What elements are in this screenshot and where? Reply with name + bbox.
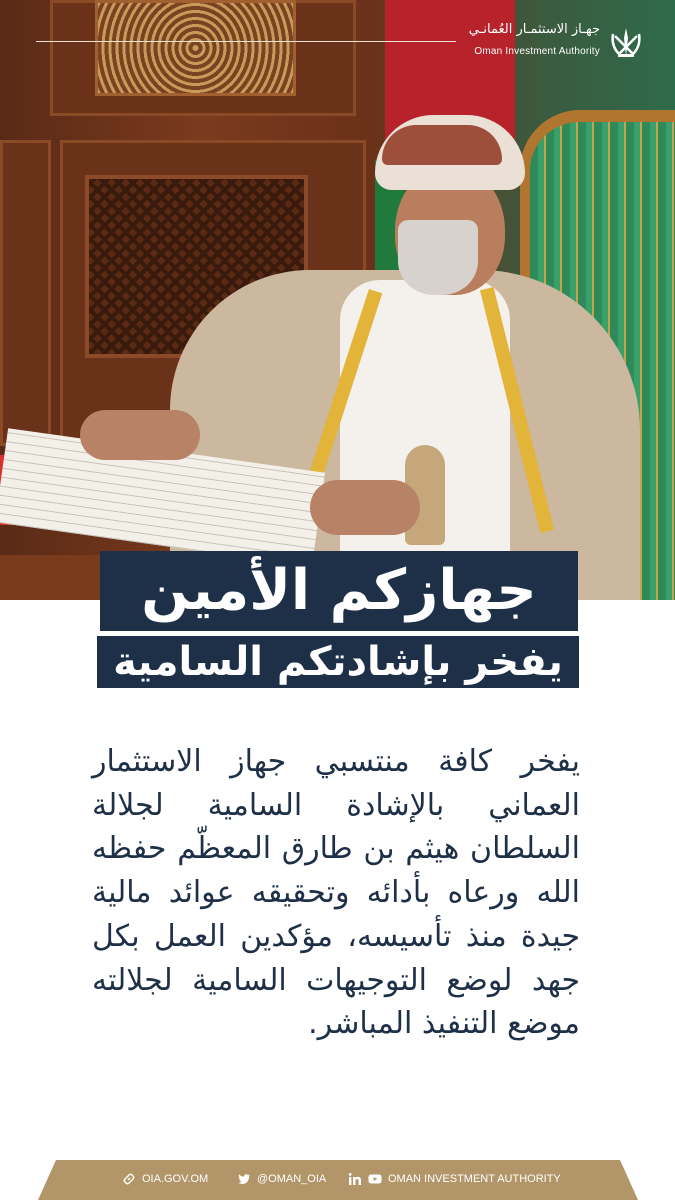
hand	[80, 410, 200, 460]
oia-logo-icon	[607, 24, 645, 64]
hand	[310, 480, 420, 535]
brand-name-ar: جهـاز الاستثمـار العُمانـي	[468, 22, 600, 37]
footer-website-link[interactable]	[122, 1172, 208, 1186]
header-divider	[36, 41, 456, 42]
footer-social-link[interactable]	[348, 1172, 561, 1186]
headline-secondary: يفخر بإشادتكم السامية	[97, 636, 579, 688]
footer-twitter-link[interactable]	[237, 1172, 326, 1186]
twitter-icon	[237, 1172, 251, 1186]
body-paragraph: يفخر كافة منتسبي جهاز الاستثمار العماني بالإشادة السامية لجلالة السلطان هيثم بن طارق المعظّم حفظه الله ورعاه بأدائه وتحقيقه عوائد مالية جيدة منذ تأسيسه، مؤكدين العمل بكل جهد لوضع التوجيهات السامية لجلالته موضع التنفيذ المباشر.	[92, 744, 580, 1042]
turban-band	[382, 125, 502, 165]
link-icon	[122, 1172, 136, 1186]
youtube-icon	[368, 1172, 382, 1186]
website-label: OIA.GOV.OM	[142, 1173, 209, 1185]
twitter-label: @OMAN_OIA	[257, 1173, 327, 1185]
brand-name-en: Oman Investment Authority	[474, 46, 600, 57]
linkedin-icon	[348, 1172, 362, 1186]
door-panel	[0, 140, 51, 446]
headline-primary: جهازكم الأمين	[100, 551, 578, 631]
footer	[0, 1160, 675, 1200]
door-carving	[95, 0, 296, 96]
social-label: OMAN INVESTMENT AUTHORITY	[388, 1173, 561, 1185]
beard	[398, 220, 478, 295]
